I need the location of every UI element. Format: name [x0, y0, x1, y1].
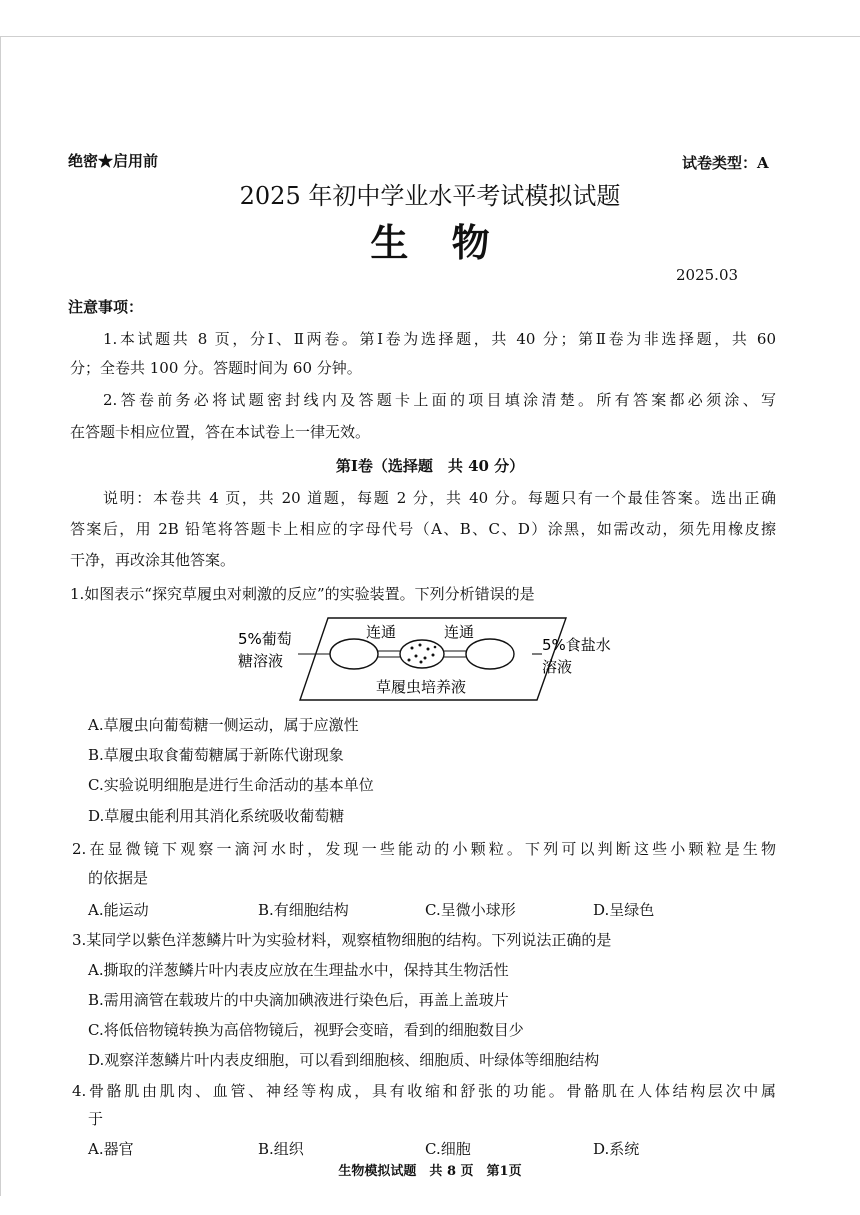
left-label-line-2: 糖溶液: [238, 652, 284, 670]
q1-option-a: A.草履虫向葡萄糖一侧运动，属于应激性: [88, 716, 359, 734]
q3-option-b: B.需用滴管在载玻片的中央滴加碘液进行染色后，再盖上盖玻片: [88, 991, 509, 1009]
subject-title: 生 物: [370, 220, 490, 265]
question-1-stem: 1.如图表示“探究草履虫对刺激的反应”的实验装置。下列分析错误的是: [70, 585, 535, 603]
right-label-line-2: 溶液: [542, 658, 573, 676]
left-label-line-1: 5%葡萄: [238, 630, 292, 648]
question-4-stem-line-2: 于: [88, 1110, 104, 1128]
secret-label: 绝密★启用前: [68, 152, 159, 170]
connect-label-left: 连通: [366, 623, 397, 641]
q2-option-c: C.呈微小球形: [425, 901, 516, 919]
question-2-stem-line-1: 2.在显微镜下观察一滴河水时，发现一些能动的小颗粒。下列可以判断这些小颗粒是生物: [72, 840, 776, 858]
paramecium-dots: [408, 644, 437, 664]
q4-option-c: C.细胞: [425, 1140, 471, 1158]
notice-item-1-line-1: 1.本试题共 8 页，分Ⅰ、Ⅱ两卷。第Ⅰ卷为选择题，共 40 分；第Ⅱ卷为非选择题，共 60: [103, 330, 776, 348]
q1-option-d: D.草履虫能利用其消化系统吸收葡萄糖: [88, 807, 345, 825]
q4-option-a: A.器官: [88, 1140, 134, 1158]
q4-option-d: D.系统: [593, 1140, 640, 1158]
paramecium-dot: [415, 655, 418, 658]
paper-type-label: 试卷类型：A: [682, 154, 769, 172]
notice-heading: 注意事项：: [68, 298, 144, 316]
paramecium-dot: [427, 648, 430, 651]
q1-option-b: B.草履虫取食葡萄糖属于新陈代谢现象: [88, 746, 344, 764]
exam-title: 2025 年初中学业水平考试模拟试题: [239, 182, 621, 210]
q2-option-d: D.呈绿色: [593, 901, 655, 919]
q3-option-a: A.撕取的洋葱鳞片叶内表皮应放在生理盐水中，保持其生物活性: [88, 961, 509, 979]
page-footer: 生物模拟试题 共 8 页 第1页: [338, 1164, 522, 1179]
salt-drop: [466, 639, 514, 669]
q4-option-b: B.组织: [258, 1140, 304, 1158]
paramecium-dot: [432, 654, 435, 657]
scan-top-border: [0, 36, 860, 37]
right-label-line-1: 5%食盐水: [542, 636, 611, 654]
section-1-title: 第Ⅰ卷（选择题 共 40 分）: [335, 457, 525, 475]
experiment-diagram: [230, 612, 640, 704]
connect-label-right: 连通: [444, 623, 475, 641]
q2-option-a: A.能运动: [88, 901, 149, 919]
q3-option-d: D.观察洋葱鳞片叶内表皮细胞，可以看到细胞核、细胞质、叶绿体等细胞结构: [88, 1051, 600, 1069]
question-4-stem-line-1: 4.骨骼肌由肌肉、血管、神经等构成，具有收缩和舒张的功能。骨骼肌在人体结构层次中属: [72, 1082, 776, 1100]
section-1-desc-line-1: 说明：本卷共 4 页，共 20 道题，每题 2 分，共 40 分。每题只有一个最佳答案。选出正确: [103, 489, 776, 507]
exam-date: 2025.03: [676, 266, 739, 284]
question-3-stem: 3.某同学以紫色洋葱鳞片叶为实验材料，观察植物细胞的结构。下列说法正确的是: [72, 931, 612, 949]
paramecium-dot: [408, 659, 411, 662]
paramecium-drop: [400, 640, 444, 668]
notice-item-1-line-2: 分；全卷共 100 分。答题时间为 60 分钟。: [70, 359, 362, 377]
q3-option-c: C.将低倍物镜转换为高倍物镜后，视野会变暗，看到的细胞数目少: [88, 1021, 524, 1039]
paramecium-dot: [424, 657, 427, 660]
question-2-stem-line-2: 的依据是: [88, 869, 149, 887]
notice-item-2-line-2: 在答题卡相应位置，答在本试卷上一律无效。: [70, 423, 371, 441]
section-1-desc-line-3: 干净，再改涂其他答案。: [70, 551, 236, 569]
section-1-desc-line-2: 答案后，用 2B 铅笔将答题卡上相应的字母代号（A、B、C、D）涂黑，如需改动，须先用橡皮擦: [70, 520, 776, 538]
paramecium-dot: [419, 644, 422, 647]
notice-item-2-line-1: 2.答卷前务必将试题密封线内及答题卡上面的项目填涂清楚。所有答案都必须涂、写: [103, 391, 776, 409]
culture-medium-label: 草履虫培养液: [376, 678, 467, 696]
glucose-drop: [330, 639, 378, 669]
q1-option-c: C.实验说明细胞是进行生命活动的基本单位: [88, 776, 374, 794]
q2-option-b: B.有细胞结构: [258, 901, 349, 919]
paramecium-dot: [434, 646, 437, 649]
paramecium-dot: [411, 647, 414, 650]
paramecium-dot: [420, 661, 423, 664]
